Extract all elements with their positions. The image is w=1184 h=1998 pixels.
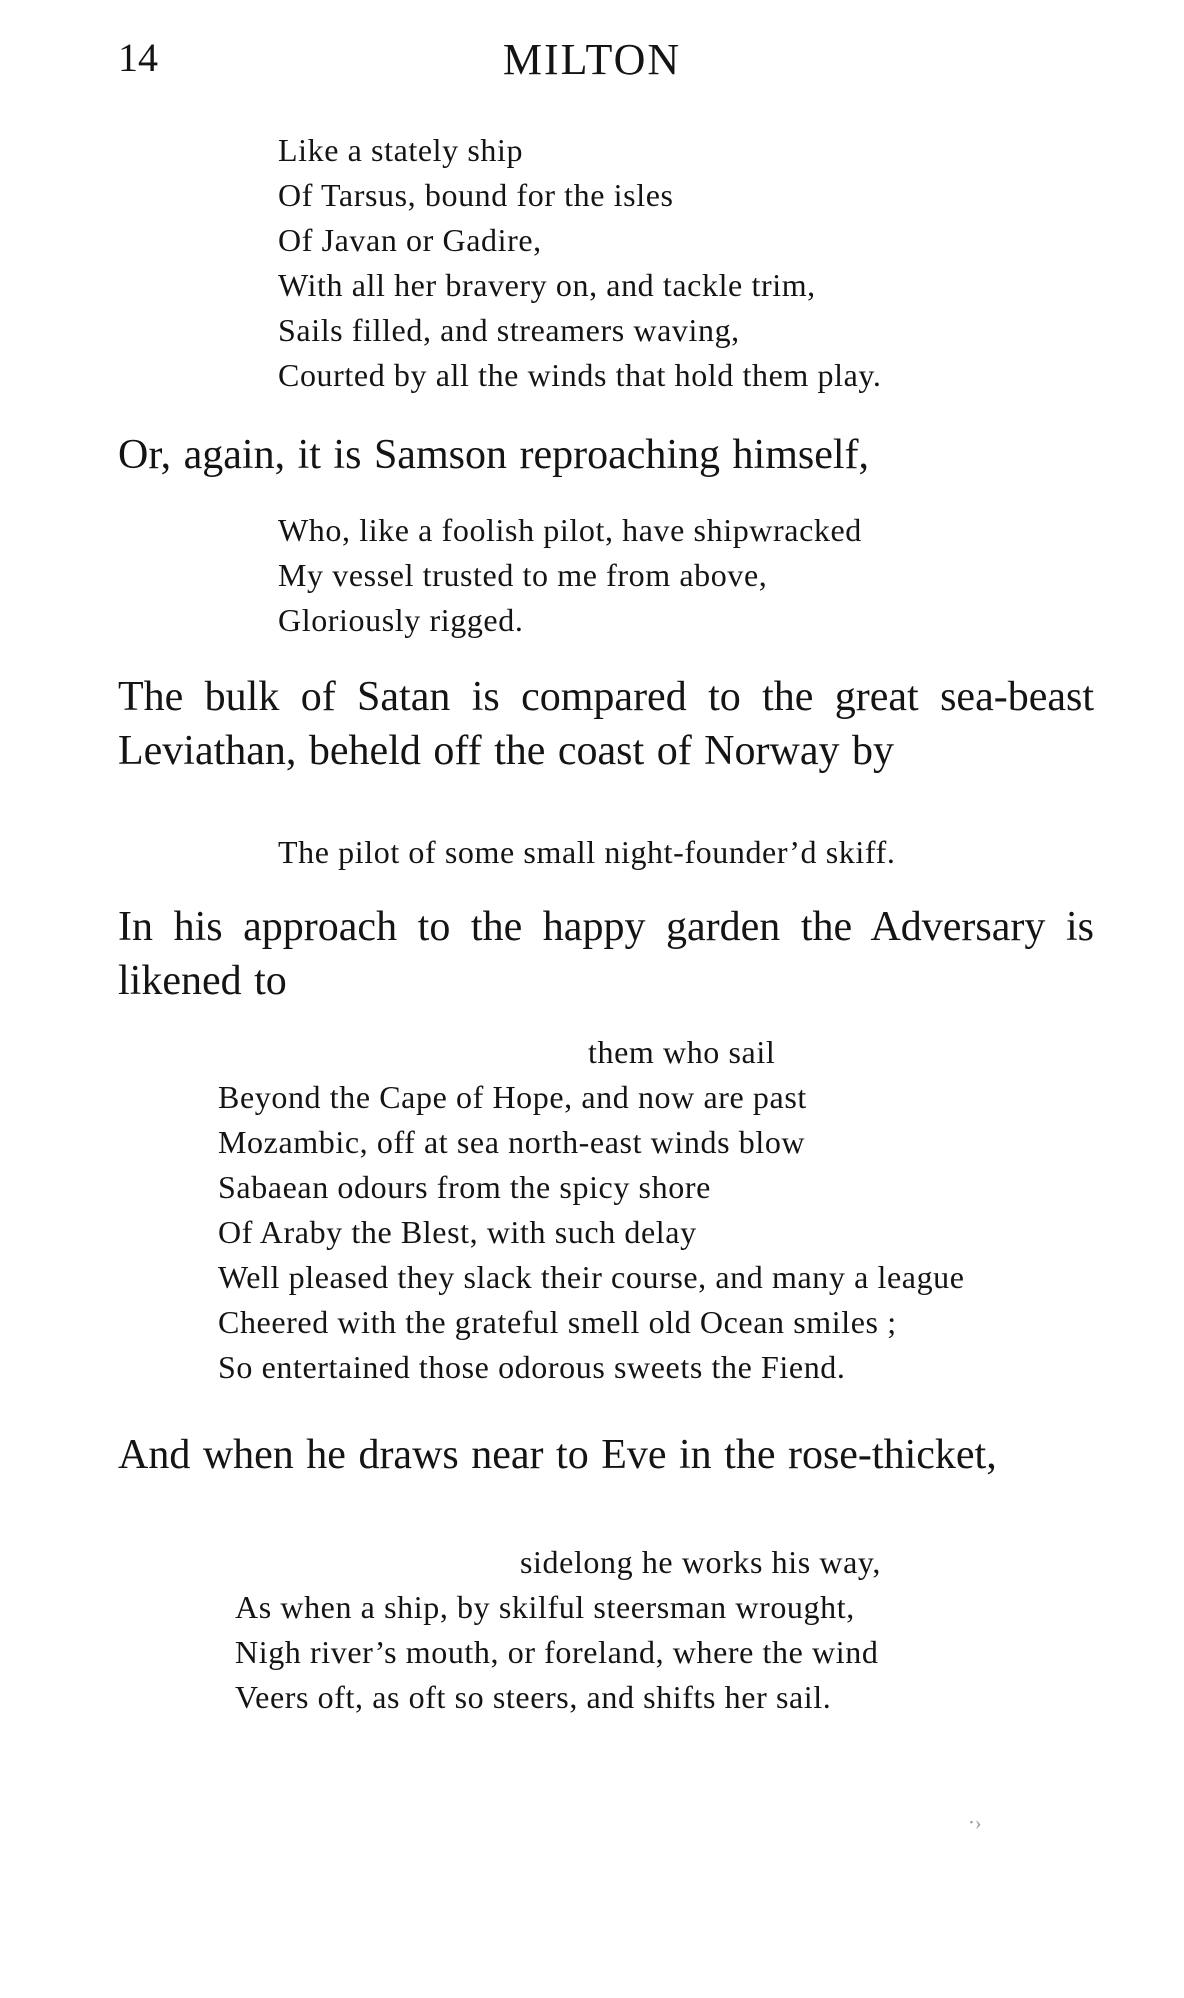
verse-line: Beyond the Cape of Hope, and now are past [218,1079,807,1115]
prose-paragraph-2: The bulk of Satan is compared to the great sea-beast Leviathan, beheld off the coast of Norway by [118,674,1094,774]
verse-line: Of Javan or Gadire, [278,222,542,258]
prose-paragraph-1: Or, again, it is Samson reproaching himself, [118,432,869,478]
verse-block-3 [278,830,895,875]
verse-line: Sabaean odours from the spicy shore [218,1169,711,1205]
verse-line: Courted by all the winds that hold them play. [278,357,882,393]
verse-line: As when a ship, by skilful steersman wrought, [235,1589,855,1625]
verse-line: Sails filled, and streamers waving, [278,312,740,348]
verse-line: Veers oft, as oft so steers, and shifts her sail. [235,1679,832,1715]
verse-line: Mozambic, off at sea north-east winds blow [218,1124,806,1160]
verse-line: My vessel trusted to me from above, [278,557,768,593]
verse-line: sidelong he works his way, [520,1544,882,1580]
verse-line: The pilot of some small night-founder’d skiff. [278,834,896,870]
verse-line: Nigh river’s mouth, or foreland, where the wind [235,1634,879,1670]
page-number: 14 [118,35,158,80]
verse-line: Like a stately ship [278,132,524,168]
verse-block-1 [278,128,882,398]
verse-block-4 [218,1030,965,1390]
verse-line: So entertained those odorous sweets the Fiend. [218,1349,846,1385]
verse-line: Gloriously rigged. [278,602,524,638]
verse-line: Of Araby the Blest, with such delay [218,1214,697,1250]
verse-line: Who, like a foolish pilot, have shipwracked [278,512,862,548]
verse-line: Cheered with the grateful smell old Ocean smiles ; [218,1304,897,1340]
verse-line: Well pleased they slack their course, and many a league [218,1259,965,1295]
scan-speck-mark: ⋅› [968,1812,982,1834]
running-title: MILTON [502,35,682,84]
verse-line: them who sail [588,1034,776,1070]
verse-block-2 [278,508,862,643]
prose-paragraph-4: And when he draws near to Eve in the rose-thicket, [118,1432,997,1478]
verse-line: Of Tarsus, bound for the isles [278,177,674,213]
prose-paragraph-3: In his approach to the happy garden the Adversary is likened to [118,904,1094,1004]
verse-line: With all her bravery on, and tackle trim, [278,267,816,303]
verse-block-5 [235,1540,881,1720]
